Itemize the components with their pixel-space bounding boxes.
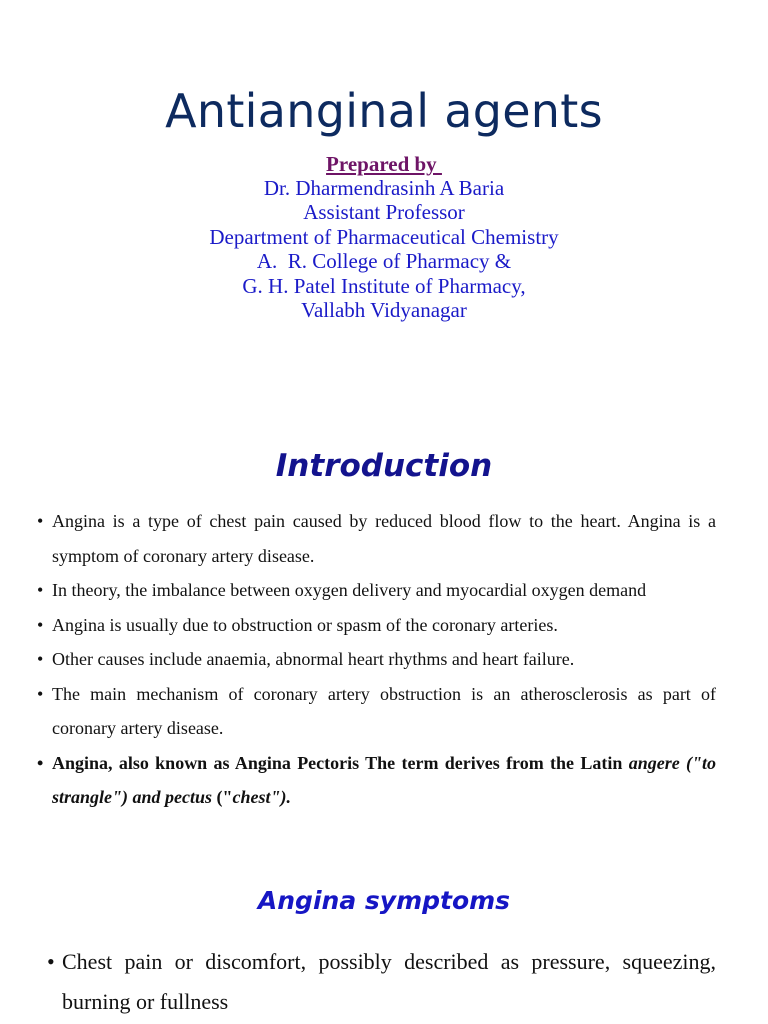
symptoms-bullet-list	[47, 942, 716, 1022]
bullet-text: Angina is usually due to obstruction or spasm of the coronary arteries.	[52, 614, 558, 635]
author-name: Dr. Dharmendrasinh A Baria	[263, 176, 505, 200]
author-institute: G. H. Patel Institute of Pharmacy,	[242, 273, 526, 298]
symptoms-heading: Angina symptoms	[257, 886, 511, 915]
bullet-icon: •	[37, 752, 44, 773]
bullet-icon: •	[47, 949, 55, 974]
latin-origin-item	[37, 746, 716, 815]
list-item	[37, 608, 716, 643]
prepared-by-label: Prepared by	[326, 152, 442, 176]
author-location: Vallabh Vidyanagar	[301, 298, 467, 323]
latin-text-part3: ("	[212, 787, 233, 807]
introduction-heading: Introduction	[275, 448, 493, 484]
latin-text-part2: angere ("to strangle") and pectus	[52, 752, 716, 807]
list-item	[37, 573, 716, 608]
latin-text-part1: Angina, also known as Angina Pectoris The term derives from the Latin	[52, 752, 629, 773]
author-position: Assistant Professor	[303, 200, 465, 225]
bullet-text: In theory, the imbalance between oxygen delivery and myocardial oxygen demand	[52, 580, 647, 600]
introduction-bullet-list	[37, 504, 716, 815]
list-item	[37, 504, 716, 573]
list-item	[37, 642, 716, 677]
bullet-icon: •	[37, 580, 44, 600]
bullet-icon: •	[37, 649, 44, 669]
bullet-icon: •	[37, 614, 44, 635]
bullet-text: Chest pain or discomfort, possibly described as pressure, squeezing, burning or fullness	[62, 949, 716, 1014]
latin-text-part4: chest").	[232, 787, 291, 807]
presentation-title: Antianginal agents	[165, 84, 603, 138]
bullet-text: Angina is a type of chest pain caused by reduced blood flow to the heart. Angina is a symptom of coronary artery disease.	[52, 511, 716, 566]
bullet-icon: •	[37, 683, 44, 704]
bullet-text: The main mechanism of coronary artery obstruction is an atherosclerosis as part of coronary artery disease.	[52, 683, 716, 738]
bullet-text: Other causes include anaemia, abnormal heart rhythms and heart failure.	[52, 649, 575, 669]
bullet-icon: •	[37, 511, 44, 531]
author-college: A. R. College of Pharmacy &	[256, 249, 512, 274]
author-department: Department of Pharmaceutical Chemistry	[209, 224, 559, 249]
list-item	[37, 677, 716, 746]
list-item	[47, 942, 716, 1022]
author-details	[0, 176, 768, 322]
